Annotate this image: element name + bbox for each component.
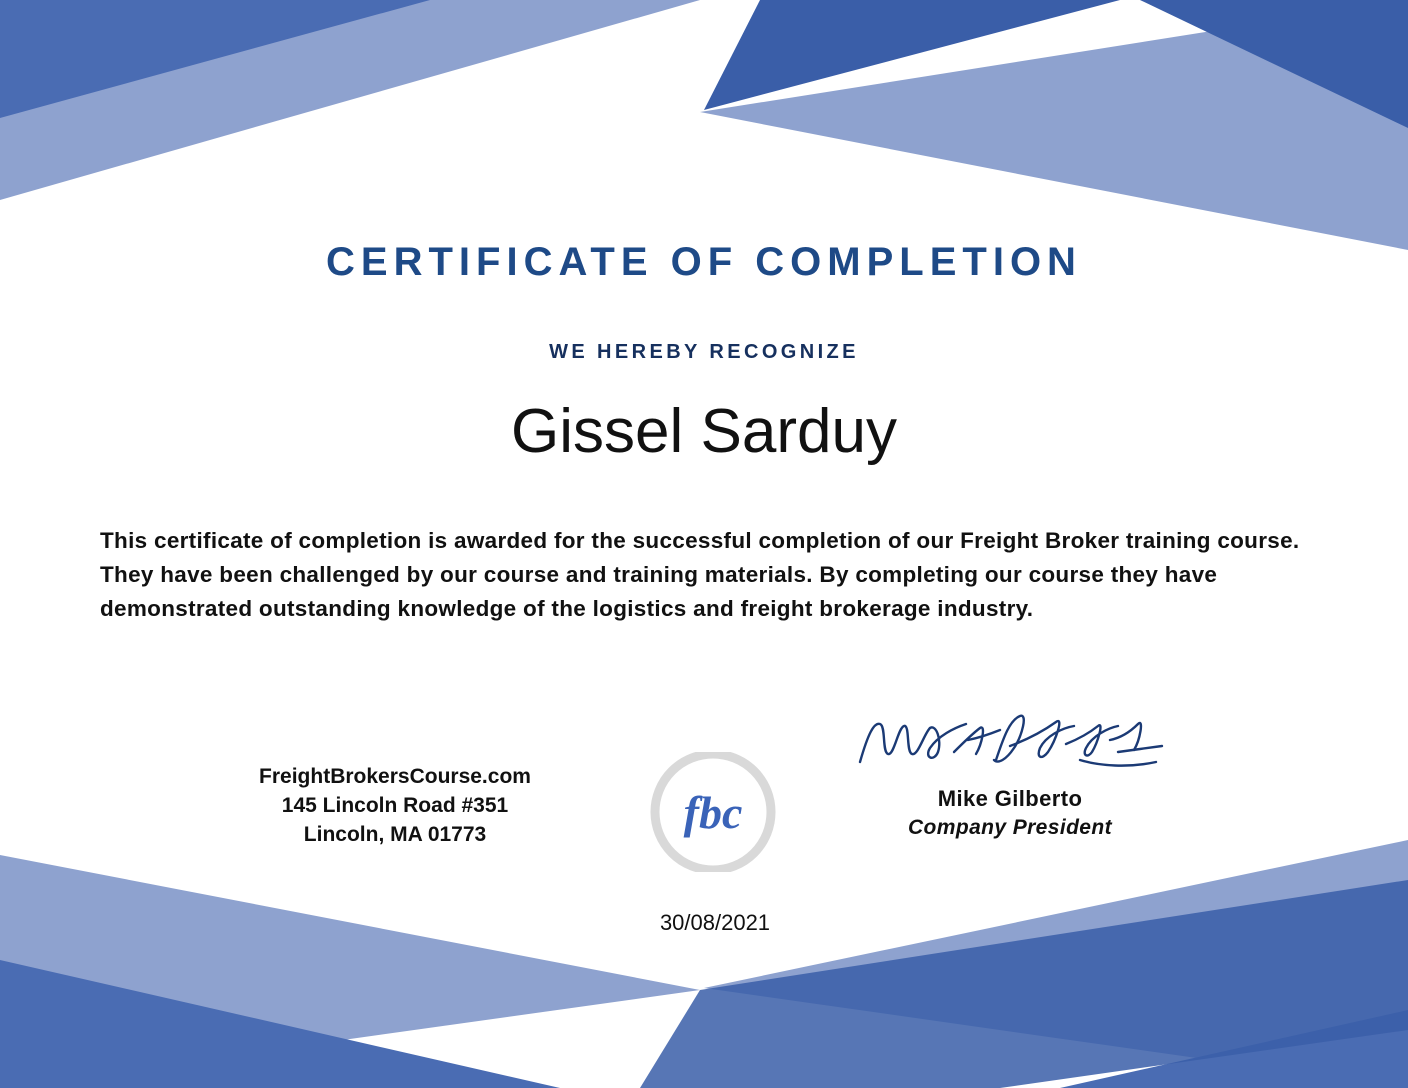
- fbc-logo: [645, 752, 785, 872]
- signer-role: Company President: [907, 816, 1112, 839]
- issuer-address: [120, 762, 670, 849]
- issuer-website: FreightBrokersCourse.com: [259, 765, 531, 788]
- fbc-logo-icon: [645, 752, 781, 872]
- recognition-label: WE HEREBY RECOGNIZE: [549, 341, 859, 363]
- signature-block: [830, 700, 1190, 840]
- issuer-street: 145 Lincoln Road #351: [281, 794, 509, 817]
- page-title: CERTIFICATE OF COMPLETION: [326, 240, 1082, 284]
- issue-date: 30/08/2021: [659, 910, 771, 935]
- svg-text:fbc: fbc: [683, 787, 743, 838]
- recipient-name: Gissel Sarduy: [511, 397, 897, 466]
- signer-name: Mike Gilberto: [937, 786, 1083, 811]
- handwritten-signature-icon: [850, 700, 1170, 780]
- certificate-body-text: This certificate of completion is awarded for the successful completion of our Freight Broker training course. They have been challenged by our course and training materials. By completing our course they have demonstrated outstanding knowledge of the logistics and freight brokerage industry.: [100, 528, 1300, 621]
- issuer-city-state-zip: Lincoln, MA 01773: [303, 823, 487, 846]
